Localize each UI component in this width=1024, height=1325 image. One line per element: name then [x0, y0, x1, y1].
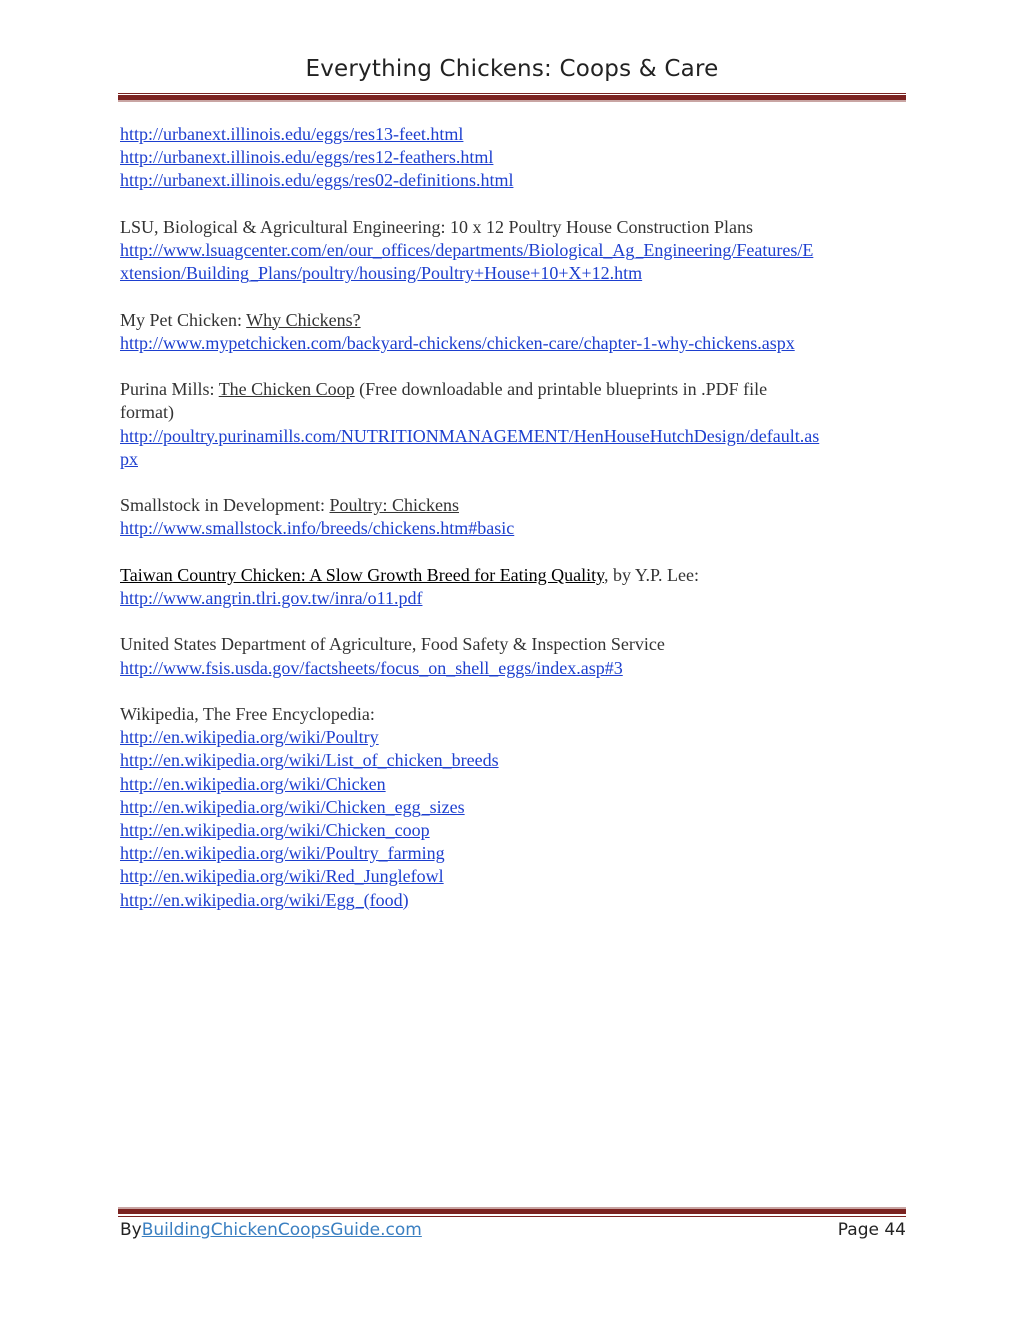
reference-link-continued[interactable]: xtension/Building_Plans/poultry/housing/Poultry+House+10+X+12.htm	[120, 263, 643, 284]
reference-link[interactable]: http://www.fsis.usda.gov/factsheets/focus_on_shell_eggs/index.asp#3	[120, 657, 623, 678]
source-note-continued: format)	[120, 402, 174, 423]
source-title-link[interactable]: The Chicken Coop	[218, 379, 355, 400]
reference-link[interactable]: http://urbanext.illinois.edu/eggs/res13-feet.html	[120, 124, 464, 144]
footer-rule-thin	[118, 1216, 906, 1217]
footer-site-link[interactable]: BuildingChickenCoopsGuide.com	[141, 1220, 422, 1240]
wikipedia-link[interactable]: http://en.wikipedia.org/wiki/Red_Junglefowl	[120, 866, 444, 887]
wikipedia-link[interactable]: http://en.wikipedia.org/wiki/Poultry	[120, 727, 379, 748]
wikipedia-link[interactable]: http://en.wikipedia.org/wiki/List_of_chicken_breeds	[120, 750, 499, 771]
reference-link[interactable]: http://www.smallstock.info/breeds/chickens.htm#basic	[120, 518, 515, 539]
wikipedia-link[interactable]: http://en.wikipedia.org/wiki/Chicken_coop	[120, 819, 430, 840]
reference-source: Wikipedia, The Free Encyclopedia:	[120, 703, 375, 724]
reference-source	[120, 564, 910, 587]
reference-link[interactable]: http://www.angrin.tlri.gov.tw/inra/o11.pdf	[120, 587, 423, 608]
page-number: Page 44	[837, 1220, 906, 1240]
source-note: (Free downloadable and printable blueprints in .PDF file	[354, 379, 768, 400]
reference-link[interactable]: http://urbanext.illinois.edu/eggs/res12-feathers.html	[120, 147, 494, 168]
wikipedia-link[interactable]: http://en.wikipedia.org/wiki/Chicken	[120, 773, 386, 794]
reference-link[interactable]: http://poultry.purinamills.com/NUTRITIONMANAGEMENT/HenHouseHutchDesign/default.as	[120, 425, 820, 446]
source-title-link[interactable]: Why Chickens?	[246, 309, 361, 330]
source-title-link[interactable]: Poultry: Chickens	[329, 495, 459, 516]
spacer	[120, 471, 910, 494]
source-prefix: My Pet Chicken:	[120, 309, 247, 330]
spacer	[120, 541, 910, 564]
source-author: , by Y.P. Lee:	[604, 564, 700, 585]
reference-link[interactable]: http://www.lsuagcenter.com/en/our_offices/departments/Biological_Ag_Engineering/Features/E	[120, 240, 814, 260]
reference-source	[120, 309, 910, 332]
reference-link-continued[interactable]: px	[120, 448, 138, 469]
spacer	[120, 610, 910, 633]
reference-list	[120, 123, 910, 912]
source-prefix: Smallstock in Development:	[120, 495, 330, 516]
reference-source	[120, 378, 910, 401]
header-rule-thin	[118, 93, 906, 94]
spacer	[120, 680, 910, 703]
spacer	[120, 193, 910, 216]
wikipedia-link[interactable]: http://en.wikipedia.org/wiki/Poultry_farming	[120, 843, 445, 864]
reference-source: LSU, Biological & Agricultural Engineering: 10 x 12 Poultry House Construction Plans	[120, 216, 753, 237]
footer-rule	[118, 1209, 906, 1214]
reference-link[interactable]: http://urbanext.illinois.edu/eggs/res02-definitions.html	[120, 170, 514, 191]
wikipedia-link[interactable]: http://en.wikipedia.org/wiki/Egg_(food)	[120, 889, 409, 910]
footer-by: By	[120, 1220, 142, 1240]
reference-source: United States Department of Agriculture, Food Safety & Inspection Service	[120, 634, 665, 655]
source-prefix: Purina Mills:	[120, 379, 219, 400]
footer-credit	[120, 1220, 422, 1240]
reference-source	[120, 494, 910, 517]
reference-link[interactable]: http://www.mypetchicken.com/backyard-chickens/chicken-care/chapter-1-why-chickens.aspx	[120, 332, 795, 353]
header-rule-shadow	[118, 100, 906, 102]
spacer	[120, 285, 910, 308]
source-title-link[interactable]: Taiwan Country Chicken: A Slow Growth Breed for Eating Quality	[120, 564, 604, 585]
page-header-title: Everything Chickens: Coops & Care	[305, 56, 719, 82]
spacer	[120, 355, 910, 378]
wikipedia-link[interactable]: http://en.wikipedia.org/wiki/Chicken_egg_sizes	[120, 796, 465, 817]
